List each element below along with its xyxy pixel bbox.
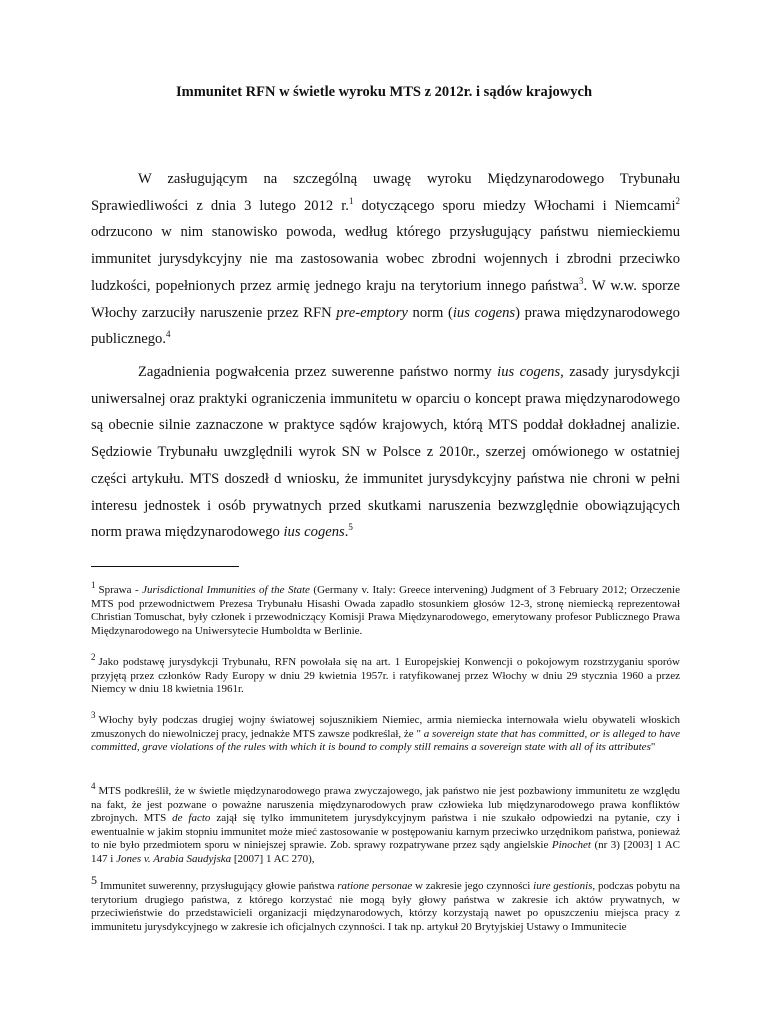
footnote-number: 3 xyxy=(91,710,96,721)
paragraph-text: W zasługującym na szczególną uwagę wyroku Międzynarodowego Trybunału Sprawiedliwości z dnia 3 lutego 2012 r. xyxy=(91,171,680,214)
paragraph-text: , zasady jurysdykcji uniwersalnej oraz praktyki ograniczenia immunitetu w oparciu o koncept prawa międzynarodowego są obecnie silnie zaznaczone w praktyce sądów krajowych, którą MTS poddał dokładnej analizie. Sędziowie Trybunału uwzględnili wyrok SN w Polsce z 2010r., szerzej omówionego w ostatniej części artykułu. MTS doszedł d wniosku, że immunitet jurysdykcyjny państwa nie chroni w pełni interesu jednostek i osób prywatnych przed skutkami naruszenia bezwzględnie obowiązujących norm prawa międzynarodowego xyxy=(91,364,680,541)
italic-term: Pinochet xyxy=(551,839,591,852)
footnote-2 xyxy=(91,652,680,697)
footnote-ref[interactable]: 2 xyxy=(675,195,680,206)
body-paragraph-1 xyxy=(91,166,680,353)
italic-term: de facto xyxy=(172,812,211,825)
footnote-number: 2 xyxy=(91,652,96,663)
footnote-text: Włochy były podczas drugiej wojny światowej sojusznikiem Niemiec, armia niemiecka internowała wielu obywateli włoskich zmuszonych do niewolniczej pracy, jednakże MTS zawsze podkreślał, że " xyxy=(91,714,680,740)
footnote-text: " xyxy=(650,741,656,754)
italic-term: pre-emptory xyxy=(336,304,408,321)
footnote-text: Immunitet suwerenny, przysługujący głowie państwa xyxy=(100,880,338,892)
footnote-text: (Germany v. Italy: Greece intervening) Judgment of 3 February 2012; Orzeczenie MTS pod przewodnictwem Prezesa Trybunału Hisashi Owada zapadło stosunkiem głosów 12-3, stronę niemiecką reprezentował Christian Tomuschat, były członek i przewodniczący Komisji Prawa Międzynarodowego, emerytowany profesor Publicznego Prawa Międzynarodowego na Uniwersytecie Humboldta w Berlinie. xyxy=(91,584,680,637)
footnote-1 xyxy=(91,580,680,638)
footnote-text: (nr 3) [2003] 1 AC 147 i xyxy=(91,839,680,865)
italic-term: Jones v. Arabia Saudyjska xyxy=(116,852,232,865)
paragraph-text: . xyxy=(344,524,349,541)
italic-term: Jurisdictional Immunities of the State xyxy=(142,584,310,596)
footnote-ref[interactable]: 5 xyxy=(348,522,353,533)
paragraph-text: . W w.w. sporze Włochy zarzuciły naruszenie przez RFN xyxy=(91,277,680,321)
footnote-4 xyxy=(91,781,680,867)
footnote-number: 4 xyxy=(91,781,96,792)
italic-quote: a sovereign state that has committed, or is alleged to have committed, grave violations of the rules with which it is bound to comply still remains a sovereign state with all of its attributes xyxy=(91,727,680,754)
footnote-ref[interactable]: 3 xyxy=(579,275,584,286)
footnote-text: Jako podstawę jurysdykcji Trybunału, RFN powołała się na art. 1 Europejskiej Konwencji o pokojowym rozstrzyganiu sporów przyjętą przez członków Rady Europy w dniu 29 kwietnia 1957r. i ratyfikowanej przez Włochy w dniu 29 stycznia 1960 a przez Niemcy w dniu 18 kwietnia 1961r. xyxy=(91,656,680,696)
footnote-3 xyxy=(91,710,680,755)
footnote-separator xyxy=(91,566,239,567)
paragraph-text: ) prawa międzynarodowego publicznego. xyxy=(91,304,680,348)
footnote-ref[interactable]: 1 xyxy=(348,195,354,206)
footnote-text: Sprawa - xyxy=(98,584,143,596)
paragraph-text: odrzucono w nim stanowisko powoda, według którego przysługujący państwu niemieckiemu immunitet jurysdykcyjny nie ma zastosowania wobec zbrodni wojennych i zbrodni przeciwko ludzkości, popełnionych przez armię jednego kraju na terytorium innego państwa xyxy=(91,224,680,294)
document-title: Immunitet RFN w świetle wyroku MTS z 2012r. i sądów krajowych xyxy=(175,84,593,100)
paragraph-text: norm ( xyxy=(407,304,453,321)
footnote-ref[interactable]: 4 xyxy=(165,329,171,340)
italic-term: ratione personae xyxy=(337,880,413,892)
footnote-text: , podczas pobytu na terytorium drugiego państwa, z którego korzystać nie mogą były głowy państwa w zakresie ich aktów prywatnych, w przeciwieństwie do przedstawicieli organizacji międzynarodowych, którzy korzystają nawet po opuszczeniu miejsca pracy z immunitetu jurysdykcyjnego w zakresie ich oficjalnych czynności. I tak np. artykuł 20 Brytyjskiej Ustawy o Immunitecie xyxy=(91,880,680,933)
footnote-5 xyxy=(91,873,680,934)
italic-term: ius cogens xyxy=(452,304,516,321)
footnote-number: 5 xyxy=(91,873,97,888)
italic-term: ius cogens xyxy=(497,364,561,380)
italic-term: iure gestionis xyxy=(533,880,593,892)
footnote-text: [2007] 1 AC 270), xyxy=(231,852,315,865)
footnote-number: 1 xyxy=(91,580,96,591)
paragraph-text: dotyczącego sporu miedzy Włochami i Niemcami xyxy=(353,197,676,214)
body-paragraph-2 xyxy=(91,359,680,546)
paragraph-text: Zagadnienia pogwałcenia przez suwerenne państwo normy xyxy=(138,364,498,380)
italic-term: ius cogens xyxy=(283,524,345,541)
footnote-text: zajął się tylko immunitetem jurysdykcyjnym państwa i nie szukało odpowiedzi na pytanie, czy i ewentualnie w jakim stopniu immunitet może mieć zastosowanie w postępowaniu karnym przeciwko urzędnikom państwa, ponieważ to nie było przedmiotem sporu w niniejszej sprawie. Zob. sprawy rozpatrywane przez sądy angielskie xyxy=(91,812,680,852)
footnote-text: w zakresie jego czynności xyxy=(412,880,534,892)
footnote-text: MTS podkreślił, że w świetle międzynarodowego prawa zwyczajowego, jak państwo nie jest pozbawiony immunitetu ze względu na fakt, że jest pozwane o poważne naruszenia międzynarodowych praw człowieka lub międzynarodowego prawa konfliktów zbrojnych. MTS xyxy=(91,785,680,825)
